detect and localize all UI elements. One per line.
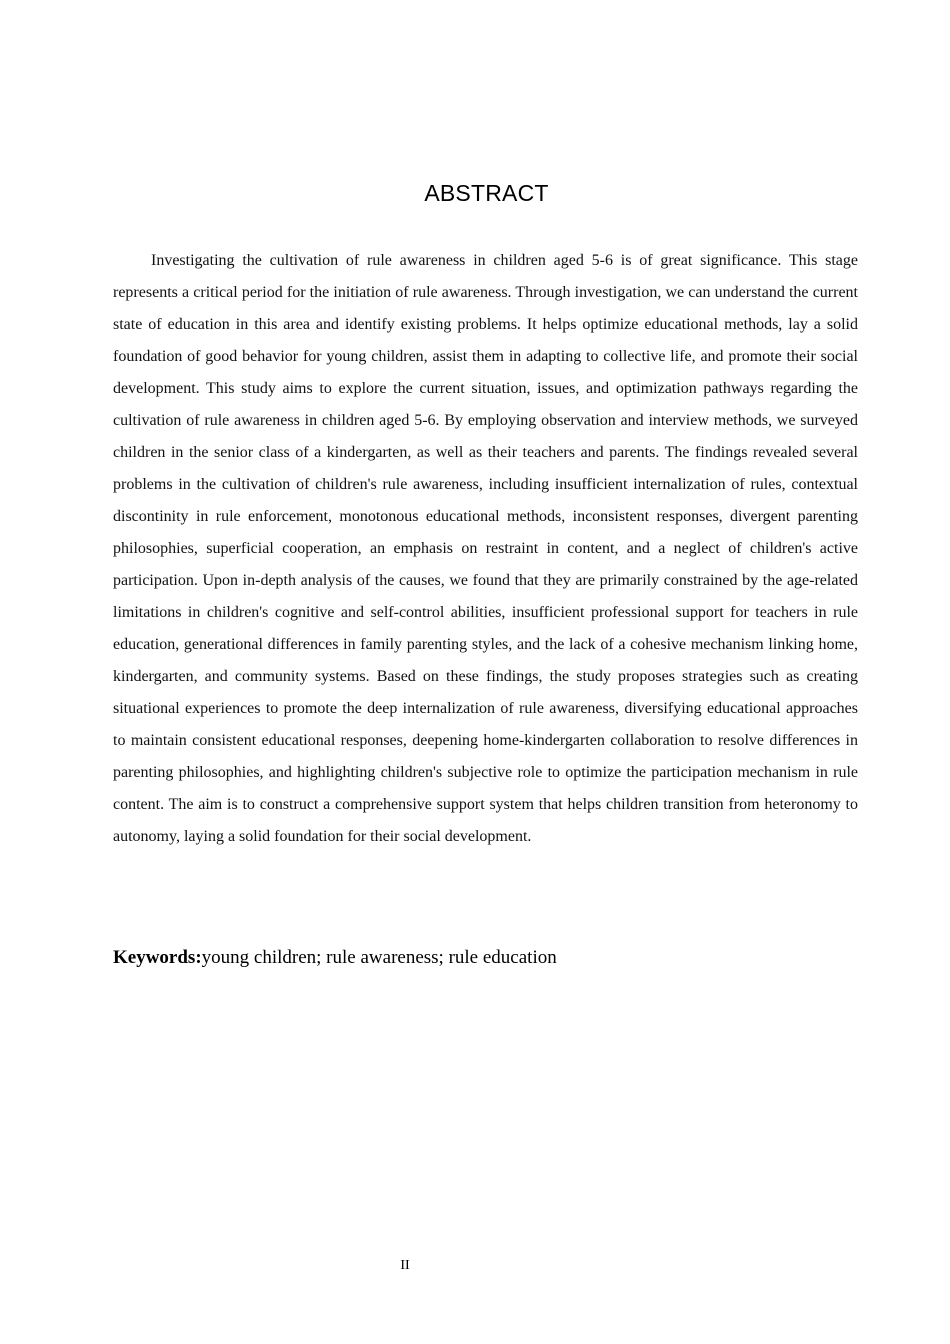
keywords-label: Keywords: [113,947,202,968]
abstract-body: Investigating the cultivation of rule awareness in children aged 5-6 is of great significance. This stage represents a critical period for the initiation of rule awareness. Through investigation, we can understand the current state of education in this area and identify existing problems. It helps optimize educational methods, lay a solid foundation of good behavior for young children, assist them in adapting to collective life, and promote their social development. This study aims to explore the current situation, issues, and optimization pathways regarding the cultivation of rule awareness in children aged 5-6. By employing observation and interview methods, we surveyed children in the senior class of a kindergarten, as well as their teachers and parents. The findings revealed several problems in the cultivation of children's rule awareness, including insufficient internalization of rules, contextual discontinity in rule enforcement, monotonous educational methods, inconsistent responses, divergent parenting philosophies, superficial cooperation, an emphasis on restraint in content, and a neglect of children's active participation. Upon in-depth analysis of the causes, we found that they are primarily constrained by the age-related limitations in children's cognitive and self-control abilities, insufficient professional support for teachers in rule education, generational differences in family parenting styles, and the lack of a cohesive mechanism linking home, kindergarten, and community systems. Based on these findings, the study proposes strategies such as creating situational experiences to promote the deep internalization of rule awareness, diversifying educational approaches to maintain consistent educational responses, deepening home-kindergarten collaboration to resolve differences in parenting philosophies, and highlighting children's subjective role to optimize the participation mechanism in rule content. The aim is to construct a comprehensive support system that helps children transition from heteronomy to autonomy, laying a solid foundation for their social development. [113,252,858,845]
page-number: II [400,1258,410,1273]
keywords-line [113,944,858,972]
keywords-text: young children; rule awareness; rule education [201,947,557,968]
abstract-title: ABSTRACT [424,180,549,206]
